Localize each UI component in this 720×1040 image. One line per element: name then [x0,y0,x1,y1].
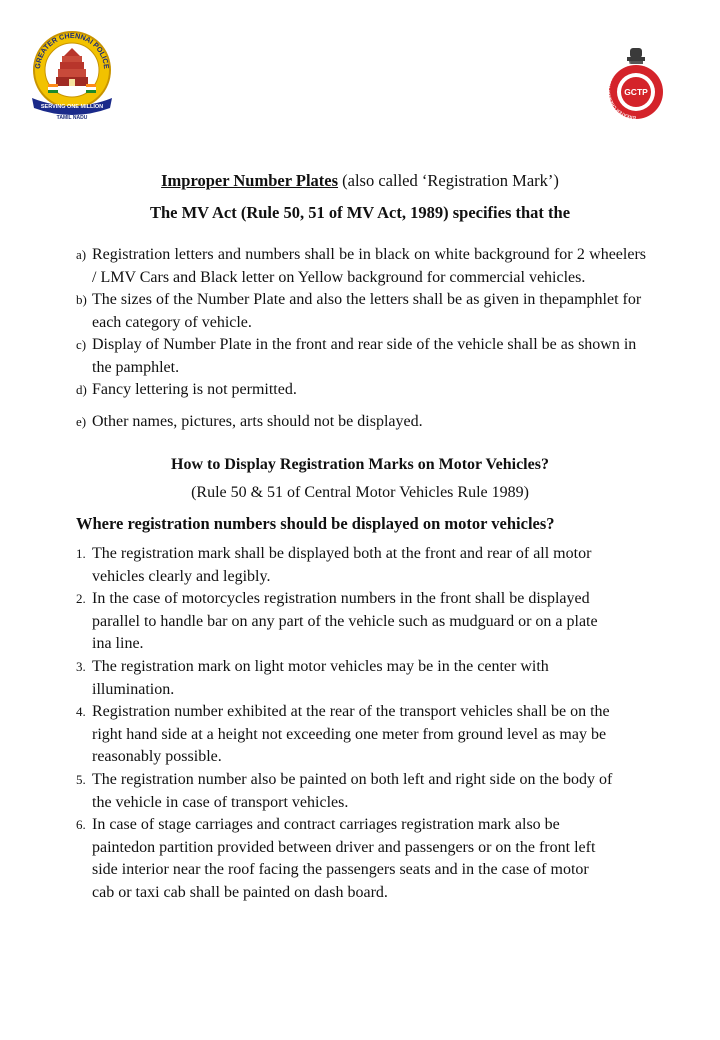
list-item-line: ina line. [92,635,144,653]
section-subheading: (Rule 50 & 51 of Central Motor Vehicles Rule 1989) [191,484,529,501]
list-marker: a) [76,247,87,262]
list-item [76,379,646,402]
list-item-line: the vehicle in case of transport vehicles. [92,793,349,811]
list-item-line: side interior near the roof facing the passengers seats and in the case of motor [92,861,589,879]
list-item [76,656,648,701]
greater-chennai-police-logo [26,22,118,122]
list-item-line: In the case of motorcycles registration numbers in the front shall be displayed [92,590,590,608]
list-item-line: The registration mark on light motor vehicles may be in the center with [92,657,549,675]
list-item [76,543,648,588]
list-marker: b) [76,292,87,307]
list-item-text: Display of Number Plate in the front and rear side of the vehicle shall be as shown in the pamphlet. [92,336,637,376]
list-item-text: Registration letters and numbers shall be in black on white background for 2 wheelers / LMV Cars and Black letter on Yellow background for commercial vehicles. [92,246,646,286]
list-marker: 3. [76,658,86,674]
document-subtitle: The MV Act (Rule 50, 51 of MV Act, 1989) specifies that the [149,203,571,222]
section-question: Where registration numbers should be displayed on motor vehicles? [76,514,555,533]
list-item-line: paintedon partition provided between driver and passengers or on the front left [92,838,596,856]
gctp-logo [604,46,668,122]
rules-lettered-list [76,244,646,433]
list-item-line: In case of stage carriages and contract carriages registration mark also be [92,816,560,834]
list-marker: 1. [76,546,86,561]
title-rest: (also called ‘Registration Mark’) [338,171,559,190]
list-marker: 6. [76,817,86,833]
logo-right-badge-text: GCTP [624,87,648,97]
list-item-text: Fancy lettering is not permitted. [92,381,297,398]
document-title [0,171,720,191]
title-underlined: Improper Number Plates [161,171,339,190]
list-item-text: Other names, pictures, arts should not be displayed. [92,412,423,430]
list-item-line: vehicles clearly and legibly. [92,567,271,585]
list-item [76,244,646,289]
list-item [76,334,646,379]
list-marker: 2. [76,591,86,607]
section-heading: How to Display Registration Marks on Motor Vehicles? [171,456,549,473]
list-item [76,769,648,814]
list-item-line: Registration number exhibited at the rear of the transport vehicles shall be on the [92,703,610,721]
list-item [76,701,648,769]
list-item [76,289,646,334]
list-item-line: parallel to handle bar on any part of the vehicle such as mudguard or on a plate [92,612,598,630]
list-item-line: illumination. [92,680,175,698]
list-item [76,814,648,904]
logo-right-ring-text: GREATER CHENNAI TRAFFIC POLICE [606,60,637,121]
list-item-line: right hand side at a height not exceeding one meter from ground level as may be [92,725,607,743]
list-marker: 4. [76,704,86,720]
list-item [76,411,646,434]
list-item-text: The sizes of the Number Plate and also the letters shall be as given in thepamphlet for each category of vehicle. [92,291,642,331]
list-item-line: cab or taxi cab shall be painted on dash board. [92,883,388,901]
list-item-line: reasonably possible. [92,748,222,766]
logo-left-bottom-text: TAMIL NADU [56,115,88,121]
list-item-line: The registration number also be painted on both left and right side on the body of [92,770,613,788]
logo-left-ring-text: GREATER CHENNAI POLICE [32,30,112,70]
list-marker: e) [76,413,87,429]
list-item [76,588,648,656]
logo-left-ribbon-text: SERVING ONE MILLION [40,104,104,110]
list-item-line: The registration mark shall be displayed both at the front and rear of all motor [92,545,592,562]
rules-numbered-list [76,543,648,905]
list-marker: c) [76,337,87,352]
list-marker: 5. [76,771,86,787]
list-marker: d) [76,382,87,397]
